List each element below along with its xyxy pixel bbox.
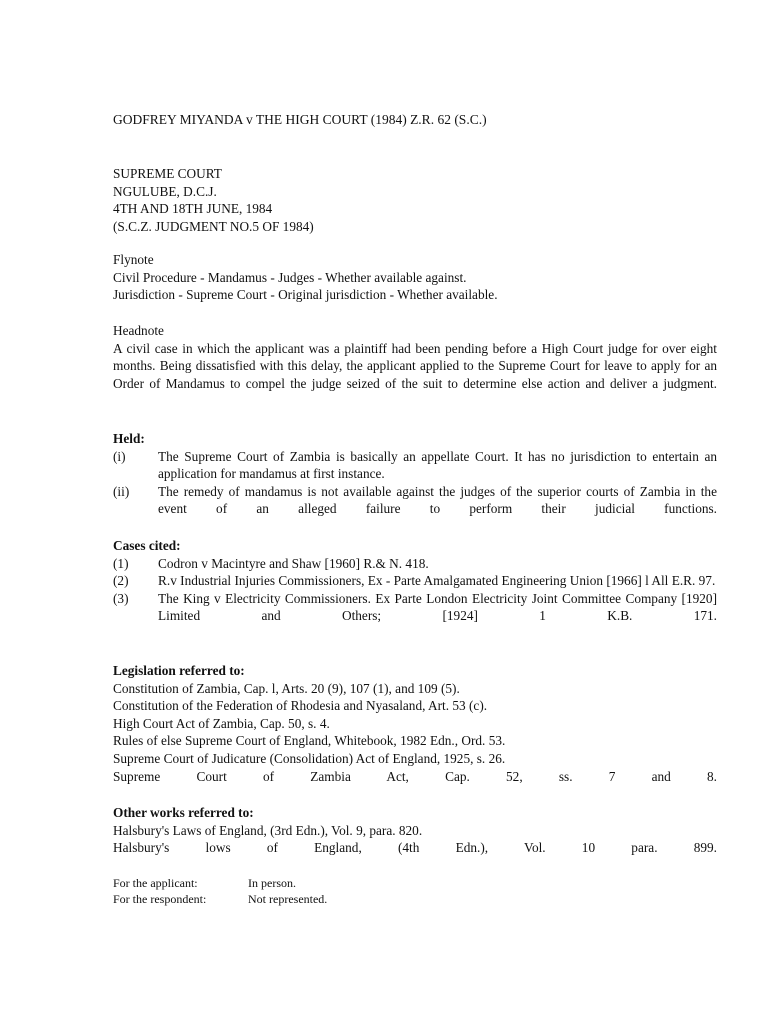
case-item-number: (3) xyxy=(113,590,129,606)
cases-heading: Cases cited: xyxy=(113,538,181,553)
other-works-heading: Other works referred to: xyxy=(113,805,254,820)
legislation-line: Supreme Court of Judicature (Consolidation) Act of England, 1925, s. 26. xyxy=(113,750,506,766)
case-item-text: Codron v Macintyre and Shaw [1960] R.& N. 418. xyxy=(158,555,429,571)
appearance-value: Not represented. xyxy=(248,891,328,906)
legislation-heading: Legislation referred to: xyxy=(113,663,245,678)
case-item-number: (1) xyxy=(113,555,129,571)
other-works-line: Halsbury's Laws of England, (3rd Edn.), Vol. 9, para. 820. xyxy=(113,822,423,838)
case-item xyxy=(113,590,717,625)
case-title: GODFREY MIYANDA v THE HIGH COURT (1984) Z.R. 62 (S.C.) xyxy=(113,112,487,127)
held-item-text: The Supreme Court of Zambia is basically an appellate Court. It has no jurisdiction to entertain an application for mandamus at first instance. xyxy=(158,448,717,482)
appearance-label: For the applicant: xyxy=(113,876,198,890)
held-item-number: (i) xyxy=(113,448,126,464)
case-item xyxy=(113,555,717,573)
case-item-text: R.v Industrial Injuries Commissioners, Ex - Parte Amalgamated Engineering Union [1966] l All E.R. 97. xyxy=(158,573,716,589)
legislation-line: Supreme Court of Zambia Act, Cap. 52, ss. 7 and 8. xyxy=(113,768,717,784)
judge-name: NGULUBE, D.C.J. xyxy=(113,183,217,199)
legislation-line: Rules of else Supreme Court of England, Whitebook, 1982 Edn., Ord. 53. xyxy=(113,733,506,749)
held-section xyxy=(113,430,717,518)
headnote-section xyxy=(113,322,717,393)
judgment-number: (S.C.Z. JUDGMENT NO.5 OF 1984) xyxy=(113,218,314,234)
appearance-value: In person. xyxy=(248,876,296,890)
legislation-line: Constitution of Zambia, Cap. l, Arts. 20 (9), 107 (1), and 109 (5). xyxy=(113,680,460,696)
held-item-number: (ii) xyxy=(113,483,130,499)
held-heading: Held: xyxy=(113,431,145,446)
appearance-row xyxy=(113,876,717,892)
legislation-line: High Court Act of Zambia, Cap. 50, s. 4. xyxy=(113,715,330,731)
court-details xyxy=(113,165,717,235)
flynote-heading: Flynote xyxy=(113,252,154,267)
flynote-line: Civil Procedure - Mandamus - Judges - Whether available against. xyxy=(113,269,467,285)
appearance-row xyxy=(113,892,717,908)
cases-section xyxy=(113,537,717,625)
held-item xyxy=(113,483,717,518)
court-name: SUPREME COURT xyxy=(113,166,222,181)
case-item-number: (2) xyxy=(113,573,129,589)
held-item xyxy=(113,448,717,483)
appearance-label: For the respondent: xyxy=(113,891,207,906)
held-item-text: The remedy of mandamus is not available against the judges of the superior courts of Zambia in the event of an alleged failure to perform their judicial functions. xyxy=(158,483,717,517)
other-works-section xyxy=(113,804,717,857)
legislation-line: Constitution of the Federation of Rhodesia and Nyasaland, Art. 53 (c). xyxy=(113,698,488,714)
headnote-body: A civil case in which the applicant was a plaintiff had been pending before a High Court judge for over eight months. Being dissatisfied with this delay, the applicant applied to the Supreme Court for leave to apply for an Order of Mandamus to compel the judge seized of the suit to determine else action and deliver a judgment. xyxy=(113,340,717,392)
flynote-section xyxy=(113,251,717,304)
appearances-section xyxy=(113,876,717,907)
case-item-text: The King v Electricity Commissioners. Ex Parte London Electricity Joint Committee Company [1920] Limited and Others; [1924] 1 K.B. 171. xyxy=(158,590,717,624)
legislation-section xyxy=(113,662,717,785)
hearing-dates: 4TH AND 18TH JUNE, 1984 xyxy=(113,201,273,217)
other-works-line: Halsbury's lows of England, (4th Edn.), Vol. 10 para. 899. xyxy=(113,840,717,856)
headnote-heading: Headnote xyxy=(113,323,164,338)
flynote-line: Jurisdiction - Supreme Court - Original jurisdiction - Whether available. xyxy=(113,287,498,303)
case-item xyxy=(113,572,717,590)
